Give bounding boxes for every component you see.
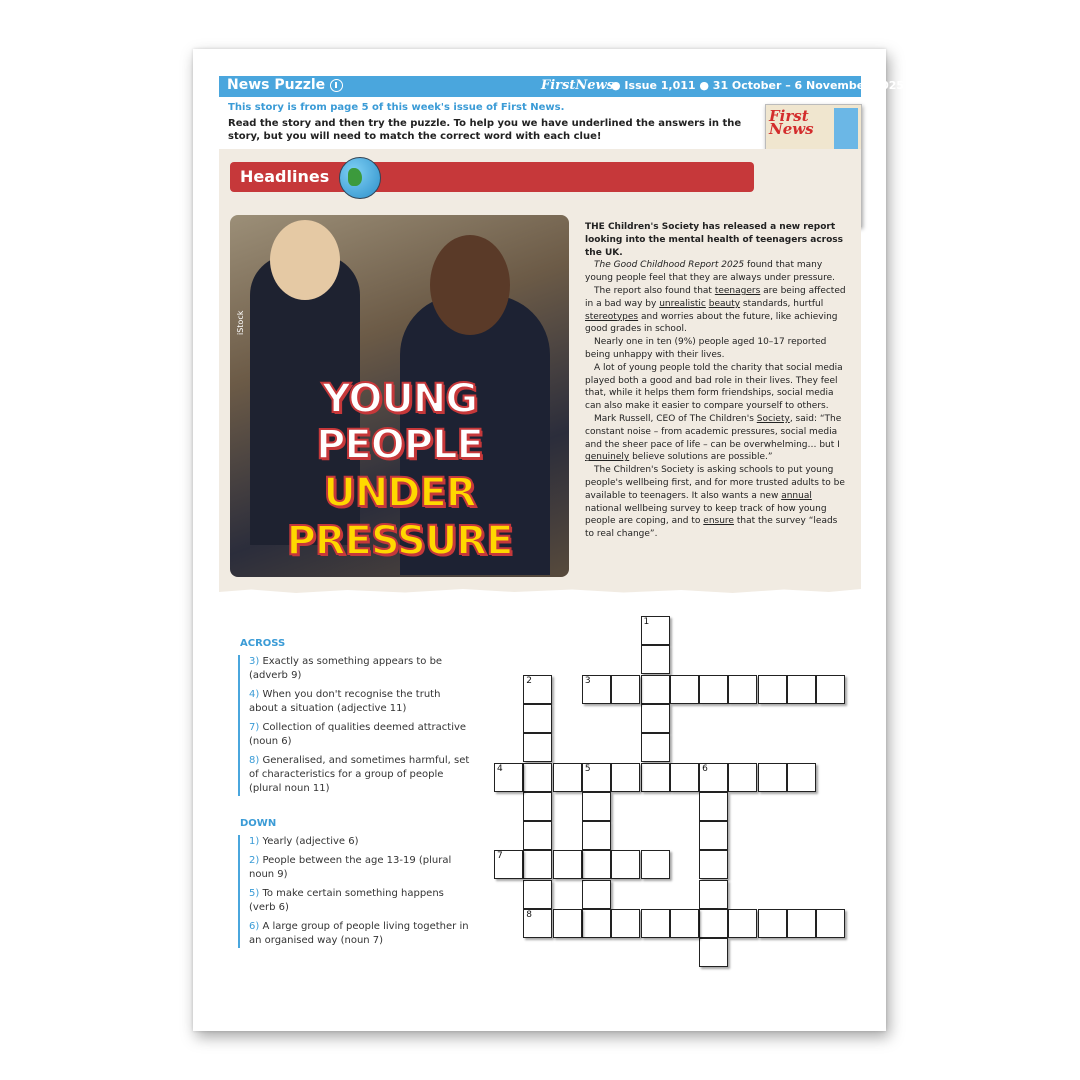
issue-date: ● Issue 1,011 ● 31 October – 6 November 2025 xyxy=(611,79,905,92)
clue-number: 4 xyxy=(497,763,503,774)
crossword-cell[interactable] xyxy=(582,909,611,938)
clue: 5) To make certain something happens (verb 6) xyxy=(249,888,444,913)
down-heading: DOWN xyxy=(240,818,277,829)
story-paragraph: The Children's Society is asking schools to put young people's wellbeing first, and for more trusted adults to be available to teenagers. It also wants a new annual national wellbeing survey to keep track of how young people are coping, and to ensure that the survey “leads to real change”. xyxy=(585,465,845,540)
crossword-cell[interactable] xyxy=(787,763,816,792)
crossword-cell[interactable] xyxy=(641,675,670,704)
clue: 2) People between the age 13-19 (plural noun 9) xyxy=(249,855,452,880)
story-paragraph: A lot of young people told the charity that social media played both a good and bad role in their lives. They feel that, while it helps them form friendships, social media can also make it easier to compare yourself to others. xyxy=(585,362,843,412)
story-lead: THE Children's Society has released a new report looking into the mental health of teenagers across the UK. xyxy=(585,222,843,258)
crossword-cell[interactable] xyxy=(641,704,670,733)
crossword-cell[interactable] xyxy=(523,675,552,704)
crossword-cell[interactable] xyxy=(758,763,787,792)
crossword-cell[interactable] xyxy=(816,675,845,704)
clue-number: 1 xyxy=(643,617,650,627)
clue: 3) Exactly as something appears to be (adverb 9) xyxy=(249,656,443,681)
crossword-cell[interactable] xyxy=(494,763,523,792)
story-paragraph: Nearly one in ten (9%) people aged 10–17 reported being unhappy with their lives. xyxy=(585,337,827,360)
crossword-cell[interactable] xyxy=(699,880,728,909)
clue: 4) When you don't recognise the truth about a situation (adjective 11) xyxy=(249,689,441,714)
crossword-cell[interactable] xyxy=(787,909,816,938)
down-clues xyxy=(238,835,470,948)
crossword-cell[interactable] xyxy=(758,909,787,938)
clue: 6) A large group of people living together in an organised way (noun 7) xyxy=(249,921,469,946)
clue: 1) Yearly (adjective 6) xyxy=(249,836,359,847)
photo-credit: iStock xyxy=(236,310,245,335)
across-heading: ACROSS xyxy=(240,638,286,649)
story-text xyxy=(585,221,847,541)
story-paragraph: Mark Russell, CEO of The Children's Society, said: “The constant noise – from academic pressures, social media and the sheer pace of life – can be overwhelming… but I genuinely believe solutions are possible.” xyxy=(585,413,842,463)
crossword-cell[interactable] xyxy=(699,850,728,879)
crossword-cell[interactable] xyxy=(641,850,670,879)
crossword-cell[interactable] xyxy=(582,821,611,850)
clue-number: 3 xyxy=(584,675,591,686)
cover-logo: First News xyxy=(769,107,814,138)
crossword-cell[interactable] xyxy=(699,909,728,938)
photo-headline-line: PRESSURE xyxy=(286,518,513,564)
story-photo xyxy=(230,215,569,577)
crossword-cell[interactable] xyxy=(582,850,611,879)
clue: 8) Generalised, and sometimes harmful, set of characteristics for a group of people (plural noun 11) xyxy=(249,755,470,794)
clue-number: 6 xyxy=(702,763,708,774)
globe-icon xyxy=(339,157,381,199)
crossword-cell[interactable] xyxy=(523,704,552,733)
crossword-cell[interactable] xyxy=(523,850,552,879)
crossword-cell[interactable] xyxy=(641,763,670,792)
crossword-cell[interactable] xyxy=(699,675,728,704)
answer-word: stereotypes xyxy=(585,311,639,322)
clue-number: 2 xyxy=(526,675,533,686)
photo-head-boy xyxy=(270,220,340,300)
story-paragraph: The Good Childhood Report 2025 found that many young people feel that they are always under pressure. xyxy=(585,260,836,284)
crossword-cell[interactable] xyxy=(523,821,552,850)
crossword-cell[interactable] xyxy=(641,733,670,762)
worksheet-page xyxy=(193,49,905,1031)
crossword-cell[interactable] xyxy=(641,616,670,645)
crossword-cell[interactable] xyxy=(728,675,757,704)
crossword-cell[interactable] xyxy=(523,880,552,909)
crossword-cell[interactable] xyxy=(553,850,582,879)
crossword-cell[interactable] xyxy=(523,909,552,938)
answer-word: Society xyxy=(756,413,790,424)
section-title: News Puzzle xyxy=(227,77,326,93)
crossword-cell[interactable] xyxy=(670,763,699,792)
crossword-cell[interactable] xyxy=(816,909,845,938)
answer-word: annual xyxy=(781,490,812,501)
answer-word: genuinely xyxy=(585,452,630,463)
header-bar xyxy=(219,76,905,97)
clue: 7) Collection of qualities deemed attractive (noun 6) xyxy=(249,722,467,747)
crossword-cell[interactable] xyxy=(699,821,728,850)
crossword-cell[interactable] xyxy=(728,763,757,792)
crossword-cell[interactable] xyxy=(611,850,640,879)
photo-headline-line: UNDER xyxy=(323,470,476,516)
crossword-cell[interactable] xyxy=(787,675,816,704)
crossword-cell[interactable] xyxy=(494,850,523,879)
answer-word: beauty xyxy=(708,298,741,309)
story-paragraph: The report also found that teenagers are being affected in a bad way by unrealistic beauty standards, hurtful stereotypes and worries about the future, like achieving good grades in school. xyxy=(585,285,846,335)
source-line: This story is from page 5 of this week's issue of First News. xyxy=(228,102,565,113)
photo-headline-line: PEOPLE xyxy=(316,422,483,468)
crossword-grid xyxy=(494,616,854,976)
crossword-cell[interactable] xyxy=(553,909,582,938)
clue-number: 7 xyxy=(497,851,503,862)
crossword-cell[interactable] xyxy=(523,733,552,762)
answer-word: ensure xyxy=(703,516,734,527)
crossword-cell[interactable] xyxy=(758,675,787,704)
crossword-cell[interactable] xyxy=(728,909,757,938)
headlines-banner xyxy=(230,162,754,192)
crossword-cell[interactable] xyxy=(582,792,611,821)
brand-logo: FirstNews xyxy=(541,78,615,93)
photo-headline-line: YOUNG xyxy=(321,376,478,422)
crossword-cell[interactable] xyxy=(641,645,670,674)
instructions: Read the story and then try the puzzle. To help you we have underlined the answers in the story, but you will need to match the correct word with each clue! xyxy=(228,118,742,142)
crossword-cell[interactable] xyxy=(523,792,552,821)
crossword-cell[interactable] xyxy=(641,909,670,938)
crossword-cell[interactable] xyxy=(611,909,640,938)
crossword-cell[interactable] xyxy=(582,880,611,909)
photo-head-girl xyxy=(430,235,510,335)
crossword-cell[interactable] xyxy=(699,792,728,821)
crossword-cell[interactable] xyxy=(553,763,582,792)
clues-section xyxy=(240,638,470,948)
crossword-cell[interactable] xyxy=(699,938,728,967)
crossword-cell[interactable] xyxy=(611,675,640,704)
crossword-cell[interactable] xyxy=(523,763,552,792)
clue-number: 8 xyxy=(526,910,533,920)
clue-number: 5 xyxy=(584,763,591,774)
answer-word: unrealistic xyxy=(659,298,706,309)
crossword-cell[interactable] xyxy=(582,675,611,704)
info-icon xyxy=(330,79,343,92)
torn-edge xyxy=(219,585,861,595)
crossword-cell[interactable] xyxy=(670,909,699,938)
headlines-label: Headlines xyxy=(240,167,330,186)
answer-word: teenagers xyxy=(714,285,761,296)
crossword-cell[interactable] xyxy=(670,675,699,704)
crossword-cell[interactable] xyxy=(699,763,728,792)
across-clues xyxy=(238,655,470,796)
crossword-cell[interactable] xyxy=(582,763,611,792)
crossword-cell[interactable] xyxy=(611,763,640,792)
